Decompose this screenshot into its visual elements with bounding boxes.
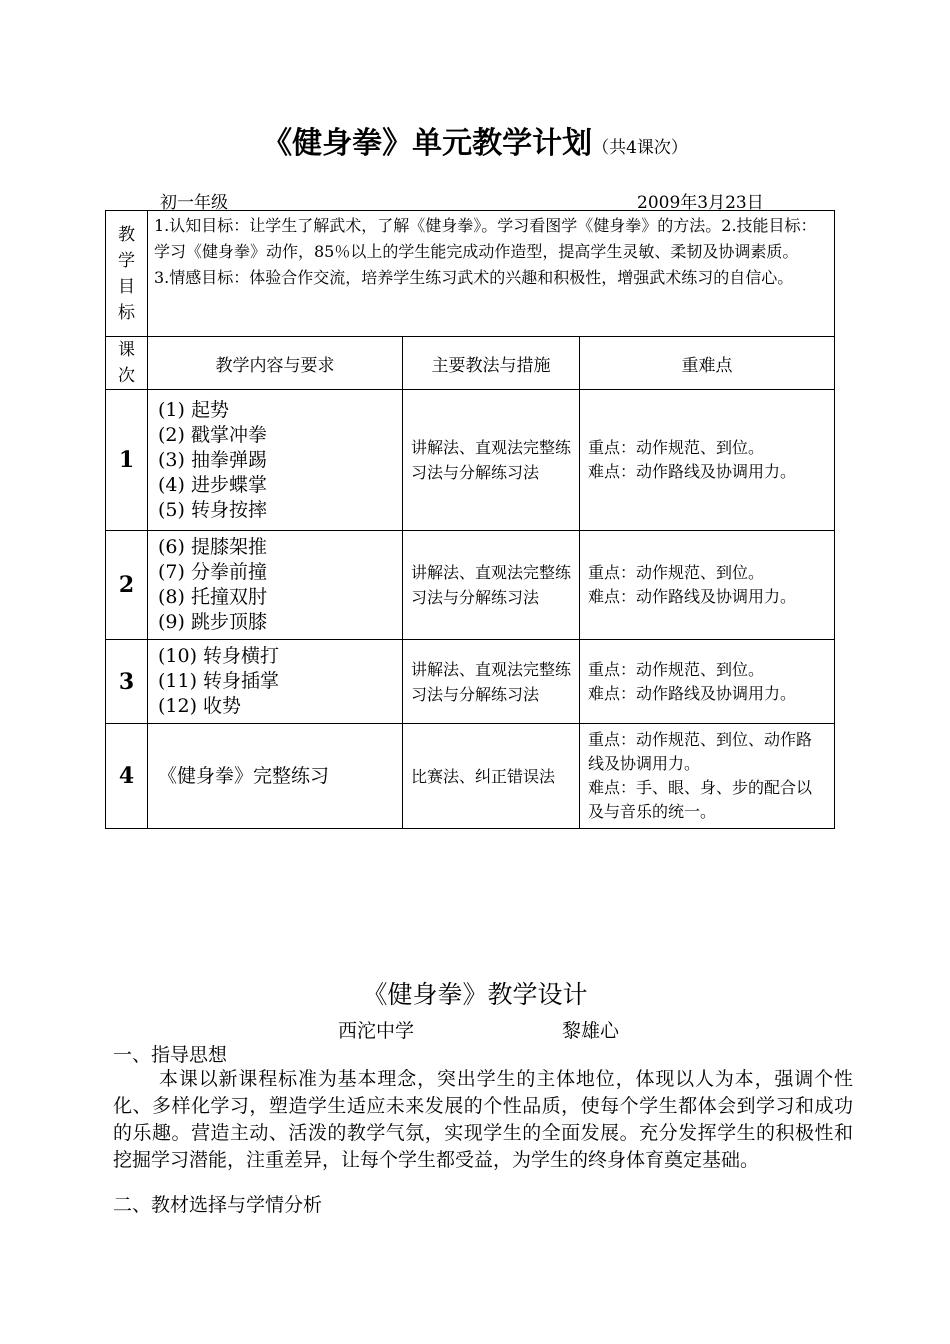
difficulty-header: 重难点 <box>580 337 835 390</box>
goals-cell <box>148 211 835 337</box>
document-title <box>0 118 950 162</box>
goals-label-cell <box>106 211 148 337</box>
content-item: (10) 转身横打 <box>158 645 280 667</box>
lesson-methods: 比赛法、纠正错误法 <box>403 724 580 829</box>
lesson-header-cell <box>106 337 148 390</box>
content-item: (8) 托撞双肘 <box>158 586 267 608</box>
difficulty-key: 重点：动作规范、到位。 <box>588 438 765 457</box>
unit-plan-table <box>105 210 835 829</box>
lesson-content <box>148 724 403 829</box>
goals-row <box>106 211 835 337</box>
content-item: 《健身拳》完整练习 <box>158 764 330 787</box>
design-title: 《健身拳》教学设计 <box>362 980 588 1009</box>
methods-header: 主要教法与措施 <box>403 337 580 390</box>
content-item: (3) 抽拳弹踢 <box>158 448 267 471</box>
lesson-number: 1 <box>106 390 148 531</box>
paragraph-text: 本课以新课程标准为基本理念，突出学生的主体地位，体现以人为本，强调个性化、多样化学习，塑造学生适应未来发展的个性品质，使每个学生都体会到学习和成功的乐趣。营造主动、活泼的教学气氛，实现学生的全面发展。充分发挥学生的积极性和挖掘学习潜能，注重差异，让每个学生都受益，为学生的终身体育奠定基础。 <box>113 1068 853 1171</box>
content-item: (7) 分拳前撞 <box>158 561 267 583</box>
lesson-content <box>148 390 403 531</box>
content-item: (9) 跳步顶膝 <box>158 611 267 633</box>
lesson-number: 4 <box>106 724 148 829</box>
author-name: 黎雄心 <box>562 1020 620 1042</box>
lesson-header-char: 课 <box>118 340 135 360</box>
lesson-methods: 讲解法、直观法完整练习法与分解练习法 <box>403 531 580 640</box>
lesson-difficulty <box>580 531 835 640</box>
goals-text: 1.认知目标：让学生了解武术，了解《健身拳》。学习看图学《健身拳》的方法。2.技能目标：学习《健身拳》动作，85％以上的学生能完成动作造型，提高学生灵敏、柔韧及协调素质。 <box>154 216 817 261</box>
difficulty-hard: 难点：动作路线及协调用力。 <box>588 462 797 481</box>
table-row <box>106 640 835 724</box>
goals-label-char: 目 <box>118 276 135 297</box>
section-heading-guiding-ideas: 一、指导思想 <box>113 1044 228 1066</box>
goals-text: 3.情感目标：体验合作交流，培养学生练习武术的兴趣和积极性，增强武术练习的自信心。 <box>154 268 794 287</box>
difficulty-hard: 难点：手、眼、身、步的配合以及与音乐的统一。 <box>588 778 813 821</box>
goals-label-char: 学 <box>118 250 135 271</box>
grade-label: 初一年级 <box>160 193 228 213</box>
content-item: (5) 转身按摔 <box>158 498 267 521</box>
lesson-difficulty <box>580 390 835 531</box>
header-row <box>106 337 835 390</box>
table-row <box>106 724 835 829</box>
content-item: (6) 提膝架推 <box>158 536 267 558</box>
lesson-methods: 讲解法、直观法完整练习法与分解练习法 <box>403 390 580 531</box>
content-header: 教学内容与要求 <box>148 337 403 390</box>
lesson-methods: 讲解法、直观法完整练习法与分解练习法 <box>403 640 580 724</box>
school-name: 西沱中学 <box>338 1020 415 1042</box>
difficulty-key: 重点：动作规范、到位。 <box>588 563 765 582</box>
lesson-difficulty <box>580 724 835 829</box>
lesson-content <box>148 640 403 724</box>
lesson-content <box>148 531 403 640</box>
date-label: 2009年3月23日 <box>637 193 764 213</box>
content-item: (4) 进步蝶掌 <box>158 473 267 496</box>
content-item: (1) 起势 <box>158 398 229 421</box>
goals-label-char: 教 <box>118 224 135 245</box>
lesson-difficulty <box>580 640 835 724</box>
lesson-header-char: 次 <box>118 366 135 386</box>
guiding-ideas-paragraph <box>113 1066 853 1174</box>
content-item: (12) 收势 <box>158 695 242 717</box>
section-heading-material-analysis: 二、教材选择与学情分析 <box>113 1194 323 1216</box>
difficulty-key: 重点：动作规范、到位。 <box>588 659 765 679</box>
content-item: (11) 转身插掌 <box>158 670 280 692</box>
difficulty-hard: 难点：动作路线及协调用力。 <box>588 587 797 606</box>
goals-label-char: 标 <box>118 302 135 323</box>
table-row <box>106 390 835 531</box>
content-item: (2) 戳掌冲拳 <box>158 423 267 446</box>
lesson-number: 3 <box>106 640 148 724</box>
difficulty-key: 重点：动作规范、到位、动作路线及协调用力。 <box>588 730 813 773</box>
title-main: 《健身拳》单元教学计划 <box>262 126 593 161</box>
difficulty-hard: 难点：动作路线及协调用力。 <box>588 683 797 703</box>
title-sub: （共4课次） <box>592 138 688 158</box>
lesson-number: 2 <box>106 531 148 640</box>
table-row <box>106 531 835 640</box>
